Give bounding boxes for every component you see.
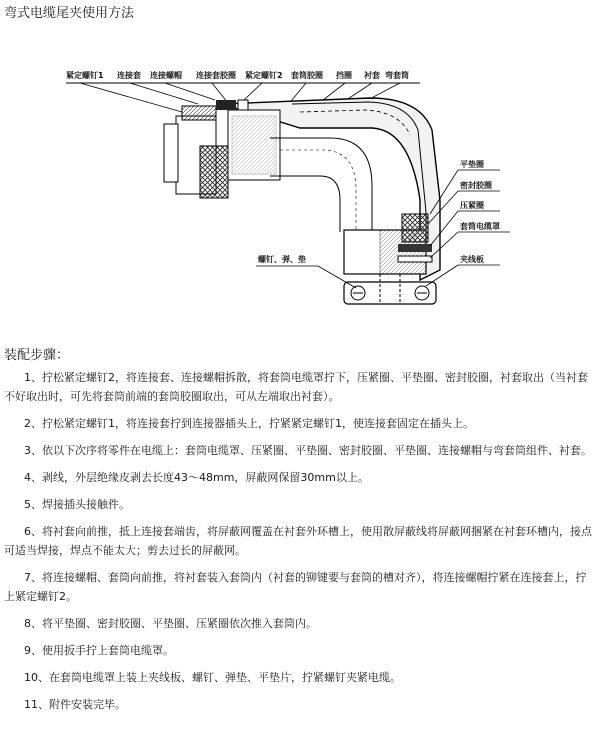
step-item: 8、将平垫圈、密封胶圈、平垫圈、压紧圈依次推入套筒内。 — [24, 617, 317, 630]
step-item: 2、拧松紧定螺钉1，将连接套拧到连接器插头上，拧紧紧定螺钉1，使连接套固定在插头上。 — [24, 417, 474, 430]
label-bent-tube: 弯套筒 — [385, 71, 409, 80]
top-labels — [66, 70, 409, 80]
label-flat-washer: 平垫圈 — [460, 160, 484, 169]
step-item: 6、将衬套向前推，抵上连接套端齿，将屏蔽网覆盖在衬套外环槽上，使用散屏蔽线将屏蔽网捆紧在衬套环槽内，接点可适当焊接，焊点不能太大；剪去过长的屏蔽网。 — [4, 525, 592, 557]
cable-clamp-diagram — [0, 0, 600, 330]
label-connecting-nut: 连接螺帽 — [150, 71, 182, 80]
page-title: 弯式电缆尾夹使用方法 — [4, 6, 135, 21]
step-item: 4、剥线，外层绝缘皮剥去长度43～48mm，屏蔽网保留30mm以上。 — [24, 471, 369, 484]
step-item: 5、焊接插头接触件。 — [24, 498, 130, 511]
label-retaining-ring: 挡圈 — [336, 71, 352, 80]
label-set-screw-1: 紧定螺钉1 — [66, 71, 104, 80]
step-item: 3、依以下次序将零件在电缆上：套筒电缆罩、压紧圈、平垫圈、密封胶圈、平垫圈、连接螺帽与弯套筒组件、衬套。 — [24, 444, 592, 457]
section-title: 装配步骤： — [4, 348, 70, 363]
step-item: 1、拧松紧定螺钉2，将连接套、连接螺帽拆散，将套筒电缆罩拧下，压紧圈、平垫圈、密封胶圈，衬套取出（当衬套不好取出时，可先将套筒前端的套筒胶圈取出，可从左端取出衬套）。 — [4, 371, 588, 403]
step-item: 7、将连接螺帽、套筒向前推，将衬套装入套筒内（衬套的铆键要与套筒的槽对齐），将连接螺帽拧紧在连接套上，拧上紧定螺钉2。 — [4, 571, 587, 603]
step-item: 11、附件安装完毕。 — [24, 698, 126, 711]
label-set-screw-2: 紧定螺钉2 — [245, 71, 283, 80]
label-tube-rubber-ring: 套筒胶圈 — [291, 71, 323, 80]
label-compression-ring: 压紧圈 — [460, 201, 484, 210]
label-screw-spring-washer: 螺钉、弹、垫 — [258, 255, 306, 264]
label-sleeve-rubber-ring: 连接套胶圈 — [196, 71, 236, 80]
label-clamp-plate: 夹线板 — [460, 255, 484, 264]
right-labels — [460, 159, 500, 264]
assembly-steps — [4, 368, 596, 722]
label-cable-cover: 套筒电缆罩 — [460, 222, 500, 231]
step-item: 9、使用扳手拧上套筒电缆罩。 — [24, 644, 174, 657]
step-item: 10、在套筒电缆罩上装上夹线板、螺钉、弹垫、平垫片，拧紧螺钉夹紧电缆。 — [24, 671, 401, 684]
label-sealing-ring: 密封胶圈 — [460, 181, 492, 190]
label-bushing: 衬套 — [364, 71, 380, 80]
label-connecting-sleeve: 连接套 — [117, 71, 141, 80]
